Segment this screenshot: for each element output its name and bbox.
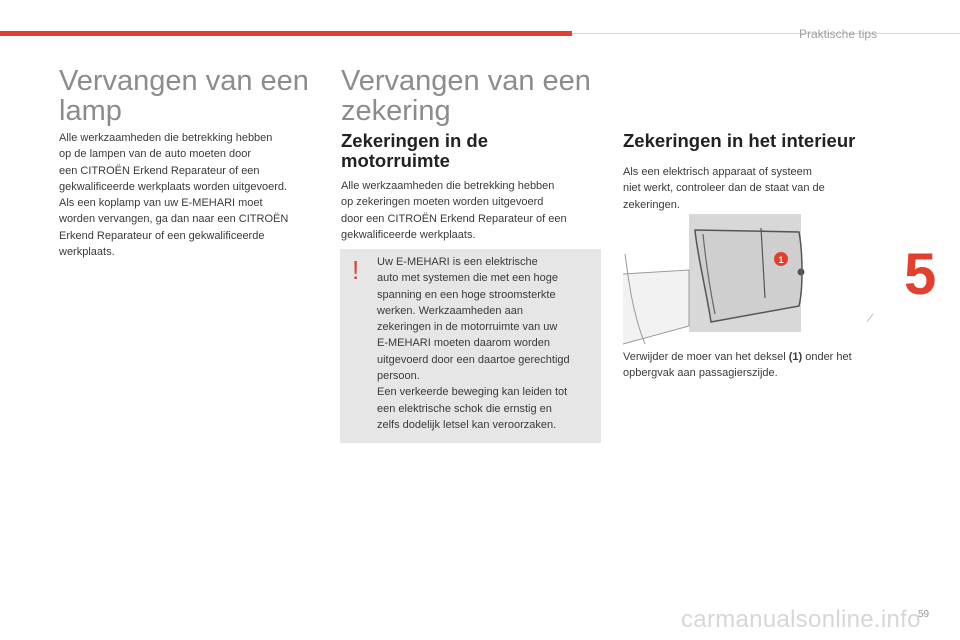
text-line: werken. Werkzaamheden aan bbox=[377, 304, 523, 317]
lamp-title bbox=[59, 66, 309, 126]
warning-box bbox=[340, 249, 601, 443]
footer-watermark: carmanualsonline.info bbox=[681, 606, 921, 633]
engine-fuses-heading bbox=[341, 131, 488, 171]
engine-fuses-paragraph bbox=[341, 178, 603, 243]
lamp-title-line1: Vervangen van een bbox=[59, 65, 309, 97]
interior-caption bbox=[623, 349, 893, 382]
caption-reference: (1) bbox=[788, 351, 803, 363]
section-title: Praktische tips bbox=[799, 27, 878, 41]
warning-text bbox=[377, 254, 595, 433]
text-line: een CITROËN Erkend Reparateur of een bbox=[59, 164, 260, 177]
interior-fuses-heading: Zekeringen in het interieur bbox=[623, 130, 856, 151]
caption-text: Verwijder de moer van het deksel bbox=[623, 351, 789, 363]
dashboard-outline bbox=[623, 270, 689, 344]
cover-nut bbox=[798, 269, 805, 276]
text-line: spanning en een hoge stroomsterkte bbox=[377, 288, 556, 301]
text-line: werkplaats. bbox=[59, 246, 115, 259]
callout-number: 1 bbox=[778, 255, 784, 265]
corner-mark bbox=[867, 314, 873, 322]
text-line: zekeringen in de motorruimte van uw bbox=[377, 321, 558, 334]
heading-line: motorruimte bbox=[341, 150, 450, 171]
text-line: E-MEHARI moeten daarom worden bbox=[377, 337, 551, 350]
text-line: Als een koplamp van uw E-MEHARI moet bbox=[59, 197, 263, 210]
text-line: Erkend Reparateur of een gekwalificeerde bbox=[59, 229, 265, 242]
text-line: gekwalificeerde werkplaats. bbox=[341, 228, 476, 241]
text-line: zelfs dodelijk letsel kan veroorzaken. bbox=[377, 418, 557, 431]
lamp-title-line2: lamp bbox=[59, 95, 122, 127]
text-line: uitgevoerd door een daartoe gerechtigd bbox=[377, 353, 570, 366]
text-line: Als een elektrisch apparaat of systeem bbox=[623, 166, 812, 178]
text-line: gekwalificeerde werkplaats worden uitgevoerd. bbox=[59, 180, 288, 193]
text-line: niet werkt, controleer dan de staat van de bbox=[623, 182, 825, 195]
text-line: door een CITROËN Erkend Reparateur of een bbox=[341, 212, 567, 225]
caption-text: opbergvak aan passagierszijde. bbox=[623, 367, 778, 380]
heading-line: Zekeringen in de bbox=[341, 130, 489, 151]
caption-text: onder het bbox=[802, 351, 852, 363]
text-line: Alle werkzaamheden die betrekking hebben bbox=[59, 132, 273, 144]
fuse-title bbox=[341, 66, 591, 126]
text-line: worden vervangen, ga dan naar een CITROËN bbox=[59, 213, 289, 226]
page-number: 59 bbox=[918, 609, 930, 620]
text-line: Een verkeerde beweging kan leiden tot bbox=[377, 386, 568, 399]
fuse-title-line2: zekering bbox=[341, 95, 451, 127]
text-line: op de lampen van de auto moeten door bbox=[59, 148, 252, 161]
text-line: zekeringen. bbox=[623, 198, 680, 211]
lamp-paragraph bbox=[59, 130, 324, 260]
chapter-number: 5 bbox=[904, 242, 937, 307]
fuse-title-line1: Vervangen van een bbox=[341, 65, 591, 97]
illustration-drawing bbox=[623, 214, 883, 346]
text-line: op zekeringen moeten worden uitgevoerd bbox=[341, 196, 544, 209]
interior-fuses-paragraph bbox=[623, 164, 885, 213]
text-line: Uw E-MEHARI is een elektrische bbox=[377, 256, 538, 268]
fuse-cover-panel bbox=[695, 230, 802, 322]
glovebox-fuse-cover-illustration bbox=[623, 214, 883, 346]
header-accent-bar bbox=[0, 31, 572, 36]
warning-icon: ! bbox=[352, 255, 360, 285]
text-line: auto met systemen die met een hoge bbox=[377, 272, 558, 285]
text-line: Alle werkzaamheden die betrekking hebben bbox=[341, 180, 555, 192]
text-line: persoon. bbox=[377, 370, 420, 383]
header-rule bbox=[572, 33, 960, 34]
text-line: een elektrische schok die ernstig en bbox=[377, 402, 552, 415]
